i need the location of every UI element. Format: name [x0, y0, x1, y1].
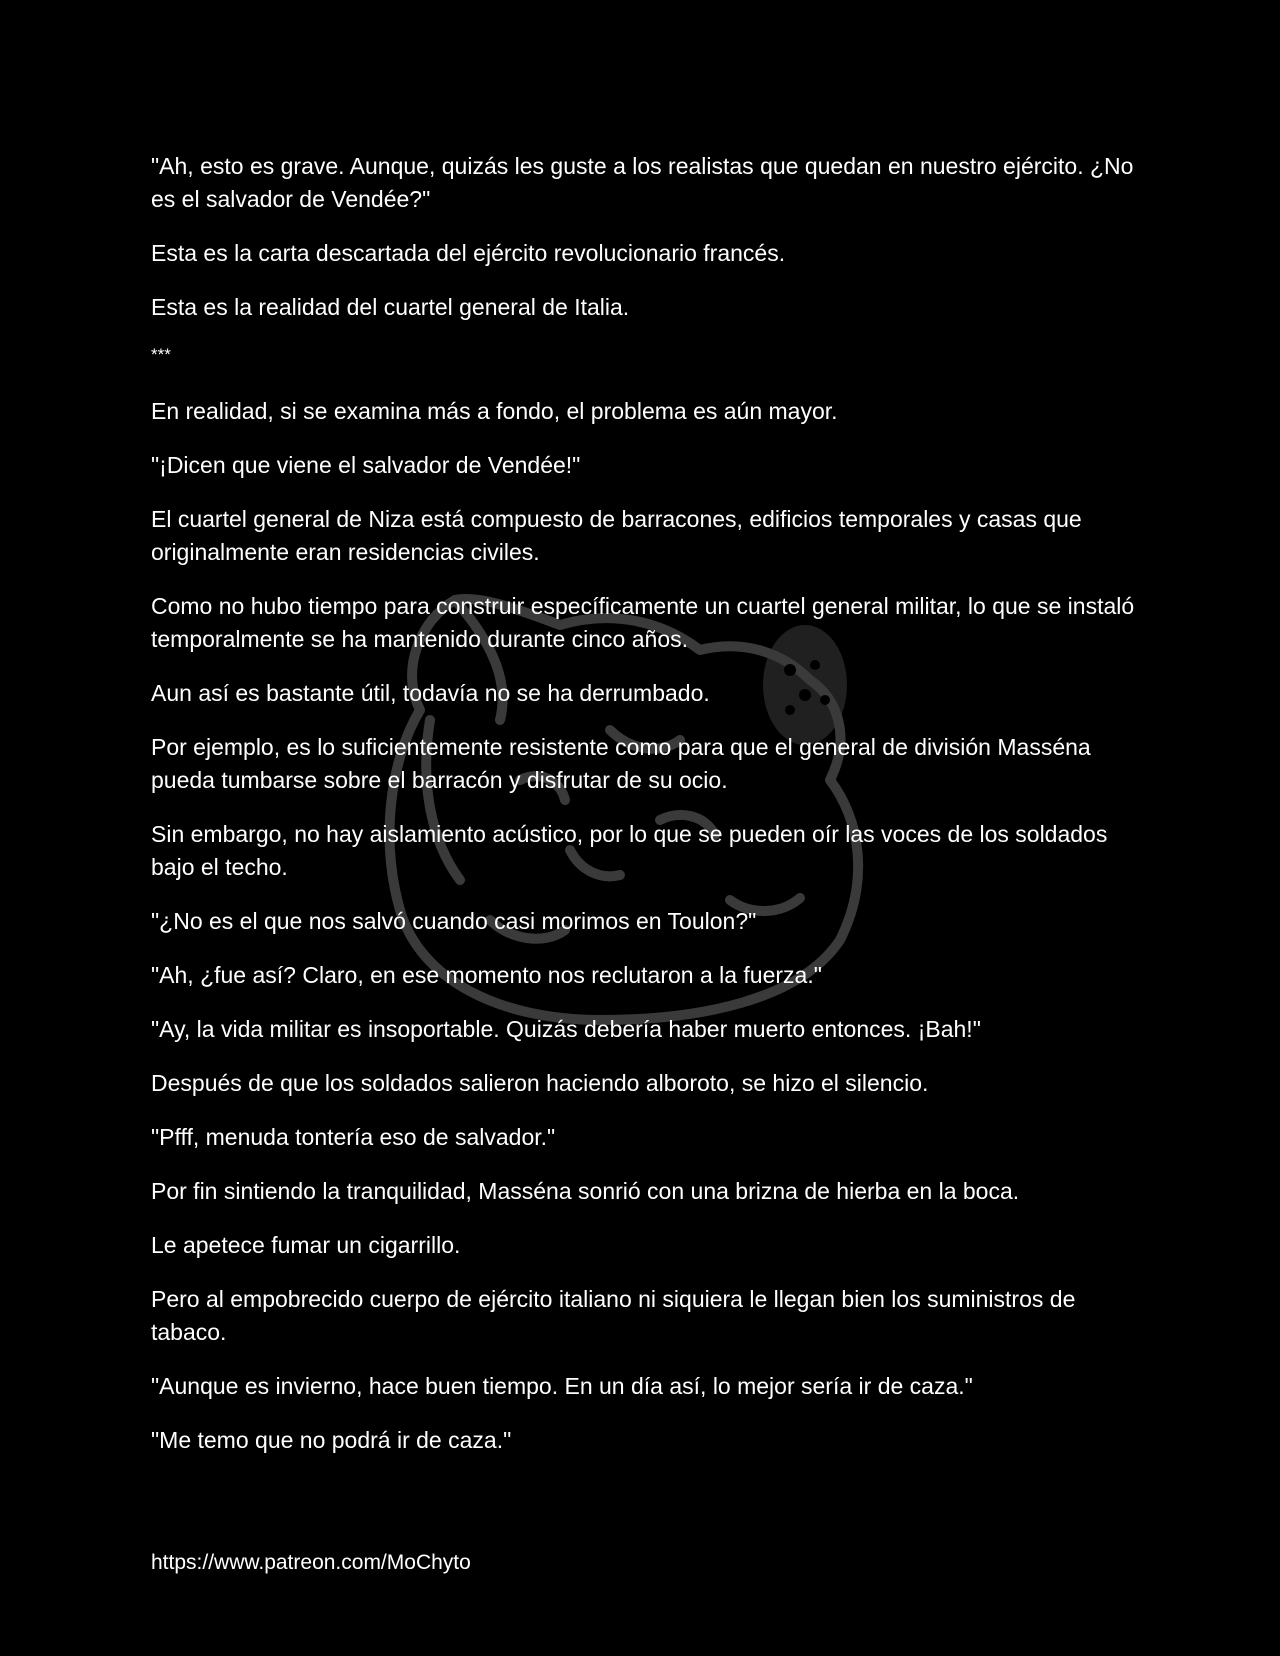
paragraph: Después de que los soldados salieron haciendo alboroto, se hizo el silencio. [151, 1070, 929, 1096]
paragraph: Esta es la realidad del cuartel general de Italia. [151, 294, 630, 320]
patreon-link[interactable]: https://www.patreon.com/MoChyto [151, 1551, 471, 1574]
paragraph: Sin embargo, no hay aislamiento acústico, por lo que se pueden oír las voces de los soldados bajo el techo. [151, 821, 1108, 880]
paragraph: "¿No es el que nos salvó cuando casi morimos en Toulon?" [151, 908, 757, 934]
paragraph: "Ay, la vida militar es insoportable. Quizás debería haber muerto entonces. ¡Bah!" [151, 1016, 981, 1042]
paragraph: "Pfff, menuda tontería eso de salvador." [151, 1124, 556, 1150]
paragraph: En realidad, si se examina más a fondo, el problema es aún mayor. [151, 398, 838, 424]
document-body [151, 150, 1151, 1478]
paragraph: "¡Dicen que viene el salvador de Vendée!" [151, 452, 581, 478]
paragraph: "Me temo que no podrá ir de caza." [151, 1427, 512, 1453]
paragraph: "Ah, esto es grave. Aunque, quizás les guste a los realistas que quedan en nuestro ejército. ¿No es el salvador de Vendée?" [151, 153, 1134, 212]
paragraph: Como no hubo tiempo para construir específicamente un cuartel general militar, lo que se instaló temporalmente se ha mantenido durante cinco años. [151, 593, 1135, 652]
paragraph: El cuartel general de Niza está compuesto de barracones, edificios temporales y casas que originalmente eran residencias civiles. [151, 506, 1082, 565]
paragraph: Por fin sintiendo la tranquilidad, Masséna sonrió con una brizna de hierba en la boca. [151, 1178, 1020, 1204]
paragraph: Aun así es bastante útil, todavía no se ha derrumbado. [151, 680, 710, 706]
paragraph: "Ah, ¿fue así? Claro, en ese momento nos reclutaron a la fuerza." [151, 962, 822, 988]
section-separator: *** [151, 345, 171, 364]
paragraph: Pero al empobrecido cuerpo de ejército italiano ni siquiera le llegan bien los suministros de tabaco. [151, 1286, 1076, 1345]
paragraph: Esta es la carta descartada del ejército revolucionario francés. [151, 240, 786, 266]
paragraph: "Aunque es invierno, hace buen tiempo. En un día así, lo mejor sería ir de caza." [151, 1373, 973, 1399]
paragraph: Le apetece fumar un cigarrillo. [151, 1232, 461, 1258]
paragraph: Por ejemplo, es lo suficientemente resistente como para que el general de división Masséna pueda tumbarse sobre el barracón y disfrutar de su ocio. [151, 734, 1091, 793]
